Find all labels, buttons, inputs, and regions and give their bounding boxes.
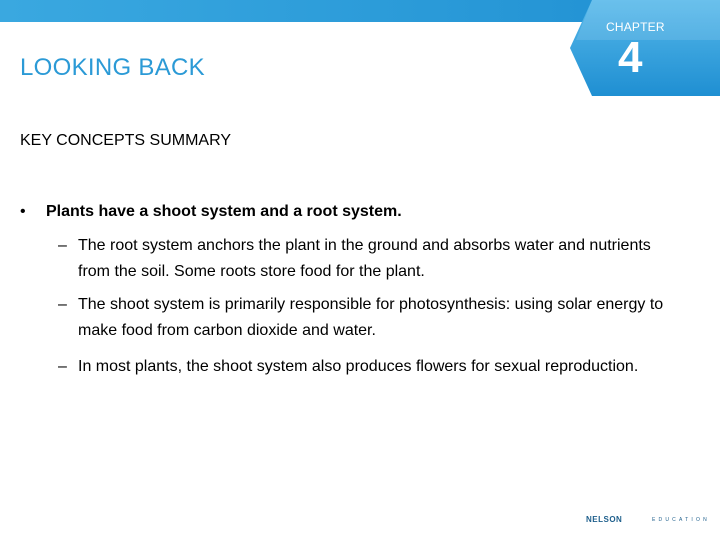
section-heading: KEY CONCEPTS SUMMARY bbox=[20, 132, 232, 149]
chapter-label: CHAPTER bbox=[606, 20, 665, 34]
sub-dash: – bbox=[58, 358, 67, 375]
sub-text: In most plants, the shoot system also produces flowers for sexual reproduction. bbox=[78, 358, 639, 375]
logo-sub: EDUCATION bbox=[652, 517, 710, 523]
page-title: LOOKING BACK bbox=[20, 54, 205, 81]
sub-text: The shoot system is primarily responsible for photosynthesis: using solar energy to make food from carbon dioxide and water. bbox=[78, 296, 664, 339]
logo-brand: NELSON bbox=[586, 515, 623, 524]
sub-text: The root system anchors the plant in the ground and absorbs water and nutrients from the soil. Some roots store food for the plant. bbox=[78, 237, 651, 280]
sub-dash: – bbox=[58, 237, 67, 254]
sub-dash: – bbox=[58, 296, 67, 313]
sub-item-shoot bbox=[58, 292, 668, 344]
sub-item-root bbox=[58, 233, 668, 285]
bullet-mark: • bbox=[20, 203, 26, 220]
chapter-number: 4 bbox=[618, 33, 643, 82]
nelson-logo bbox=[586, 515, 716, 531]
sub-item-flowers bbox=[58, 354, 668, 380]
bullet-text: Plants have a shoot system and a root system. bbox=[46, 203, 402, 220]
